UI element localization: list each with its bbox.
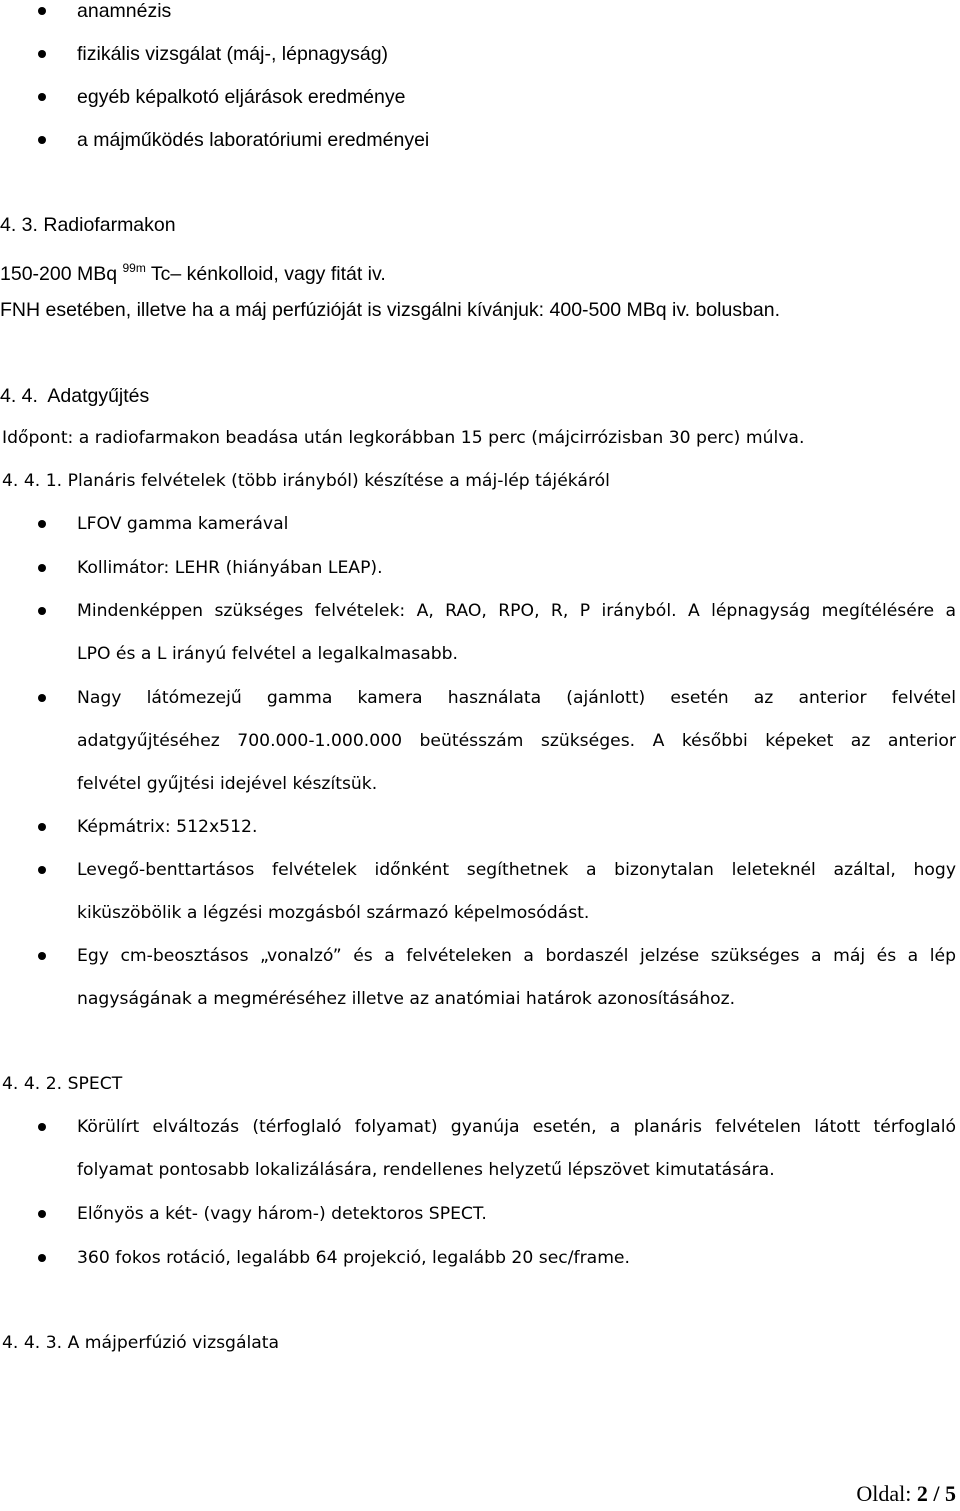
page-indicator bbox=[856, 1480, 956, 1508]
subsection-title-4-4-2: 4. 4. 2. SPECT bbox=[2, 1074, 123, 1094]
list-item: Kollimátor: LEHR (hiányában LEAP). bbox=[77, 558, 383, 578]
bullet-dot bbox=[38, 607, 46, 615]
list-item: 360 fokos rotáció, legalább 64 projekció, legalább 20 sec/frame. bbox=[77, 1248, 630, 1268]
bullet-dot bbox=[38, 1210, 46, 1218]
list-item: egyéb képalkotó eljárások eredménye bbox=[77, 86, 406, 108]
list-item: Nagy látómezejű gamma kamera használata (ajánlott) esetén az anterior felvétel bbox=[77, 688, 956, 708]
subsection-title-4-4-1: 4. 4. 1. Planáris felvételek (több irányból) készítése a máj-lép tájékáról bbox=[2, 471, 610, 491]
bullet-dot bbox=[38, 520, 46, 528]
bullet-dot bbox=[38, 564, 46, 572]
section-heading-4-4 bbox=[0, 383, 149, 409]
bullet-dot bbox=[38, 866, 46, 874]
list-item: Mindenképpen szükséges felvételek: A, RAO, RPO, R, P irányból. A lépnagyság megítélésére a bbox=[77, 601, 956, 621]
section-number: 4. 4. bbox=[0, 385, 38, 407]
list-item: Körülírt elváltozás (térfoglaló folyamat) gyanúja esetén, a planáris felvételen látott térfoglaló bbox=[77, 1117, 956, 1137]
list-item-continuation: folyamat pontosabb lokalizálására, rendellenes helyzetű lépszövet kimutatására. bbox=[77, 1160, 775, 1180]
list-item-continuation: LPO és a L irányú felvétel a legalkalmasabb. bbox=[77, 644, 459, 664]
dose-line bbox=[0, 255, 386, 287]
list-item: fizikális vizsgálat (máj-, lépnagyság) bbox=[77, 43, 389, 65]
list-item: Levegő-benttartásos felvételek időnként segíthetnek a bizonytalan leleteknél azáltal, hogy bbox=[77, 860, 956, 880]
isotope-superscript: 99m bbox=[122, 261, 146, 275]
list-item: LFOV gamma kamerával bbox=[77, 514, 289, 534]
bullet-dot bbox=[38, 1254, 46, 1262]
list-item: anamnézis bbox=[77, 0, 172, 22]
bullet-dot bbox=[38, 93, 46, 101]
timing-line: Időpont: a radiofarmakon beadása után legkorábban 15 perc (májcirrózisban 30 perc) múlva. bbox=[2, 428, 805, 448]
list-item: a májműködés laboratóriumi eredményei bbox=[77, 129, 430, 151]
bullet-dot bbox=[38, 136, 46, 144]
list-item-continuation: adatgyűjtéséhez 700.000-1.000.000 beütésszám szükséges. A későbbi képeket az anterior bbox=[77, 731, 956, 751]
bullet-dot bbox=[38, 1123, 46, 1131]
page-label: Oldal: bbox=[856, 1481, 917, 1506]
list-item-continuation: nagyságának a megméréséhez illetve az anatómiai határok azonosításához. bbox=[77, 989, 736, 1009]
subsection-title-4-4-3: 4. 4. 3. A májperfúzió vizsgálata bbox=[2, 1333, 280, 1353]
bullet-dot bbox=[38, 50, 46, 58]
list-item: Előnyös a két- (vagy három-) detektoros SPECT. bbox=[77, 1204, 487, 1224]
dose-text-rest: Tc– kénkolloid, vagy fitát iv. bbox=[145, 263, 386, 285]
bullet-dot bbox=[38, 823, 46, 831]
dose-text: 150-200 MBq bbox=[0, 263, 123, 285]
bullet-dot bbox=[38, 952, 46, 960]
list-item-continuation: felvétel gyűjtési idejével készítsük. bbox=[77, 774, 378, 794]
fnh-line: FNH esetében, illetve ha a máj perfúzióját is vizsgálni kívánjuk: 400-500 MBq iv. bolusban. bbox=[0, 299, 781, 321]
list-item: Képmátrix: 512x512. bbox=[77, 817, 258, 837]
list-item-continuation: kiküszöbölik a légzési mozgásból származó képelmosódást. bbox=[77, 903, 590, 923]
page-number: 2 / 5 bbox=[916, 1481, 956, 1506]
section-title: Adatgyűjtés bbox=[47, 385, 150, 407]
list-item: Egy cm-beosztásos „vonalzó” és a felvételeken a bordaszél jelzése szükséges a máj és a lép bbox=[77, 946, 956, 966]
bullet-dot bbox=[38, 694, 46, 702]
section-heading-4-3: 4. 3. Radiofarmakon bbox=[0, 214, 176, 236]
bullet-dot bbox=[38, 7, 46, 15]
